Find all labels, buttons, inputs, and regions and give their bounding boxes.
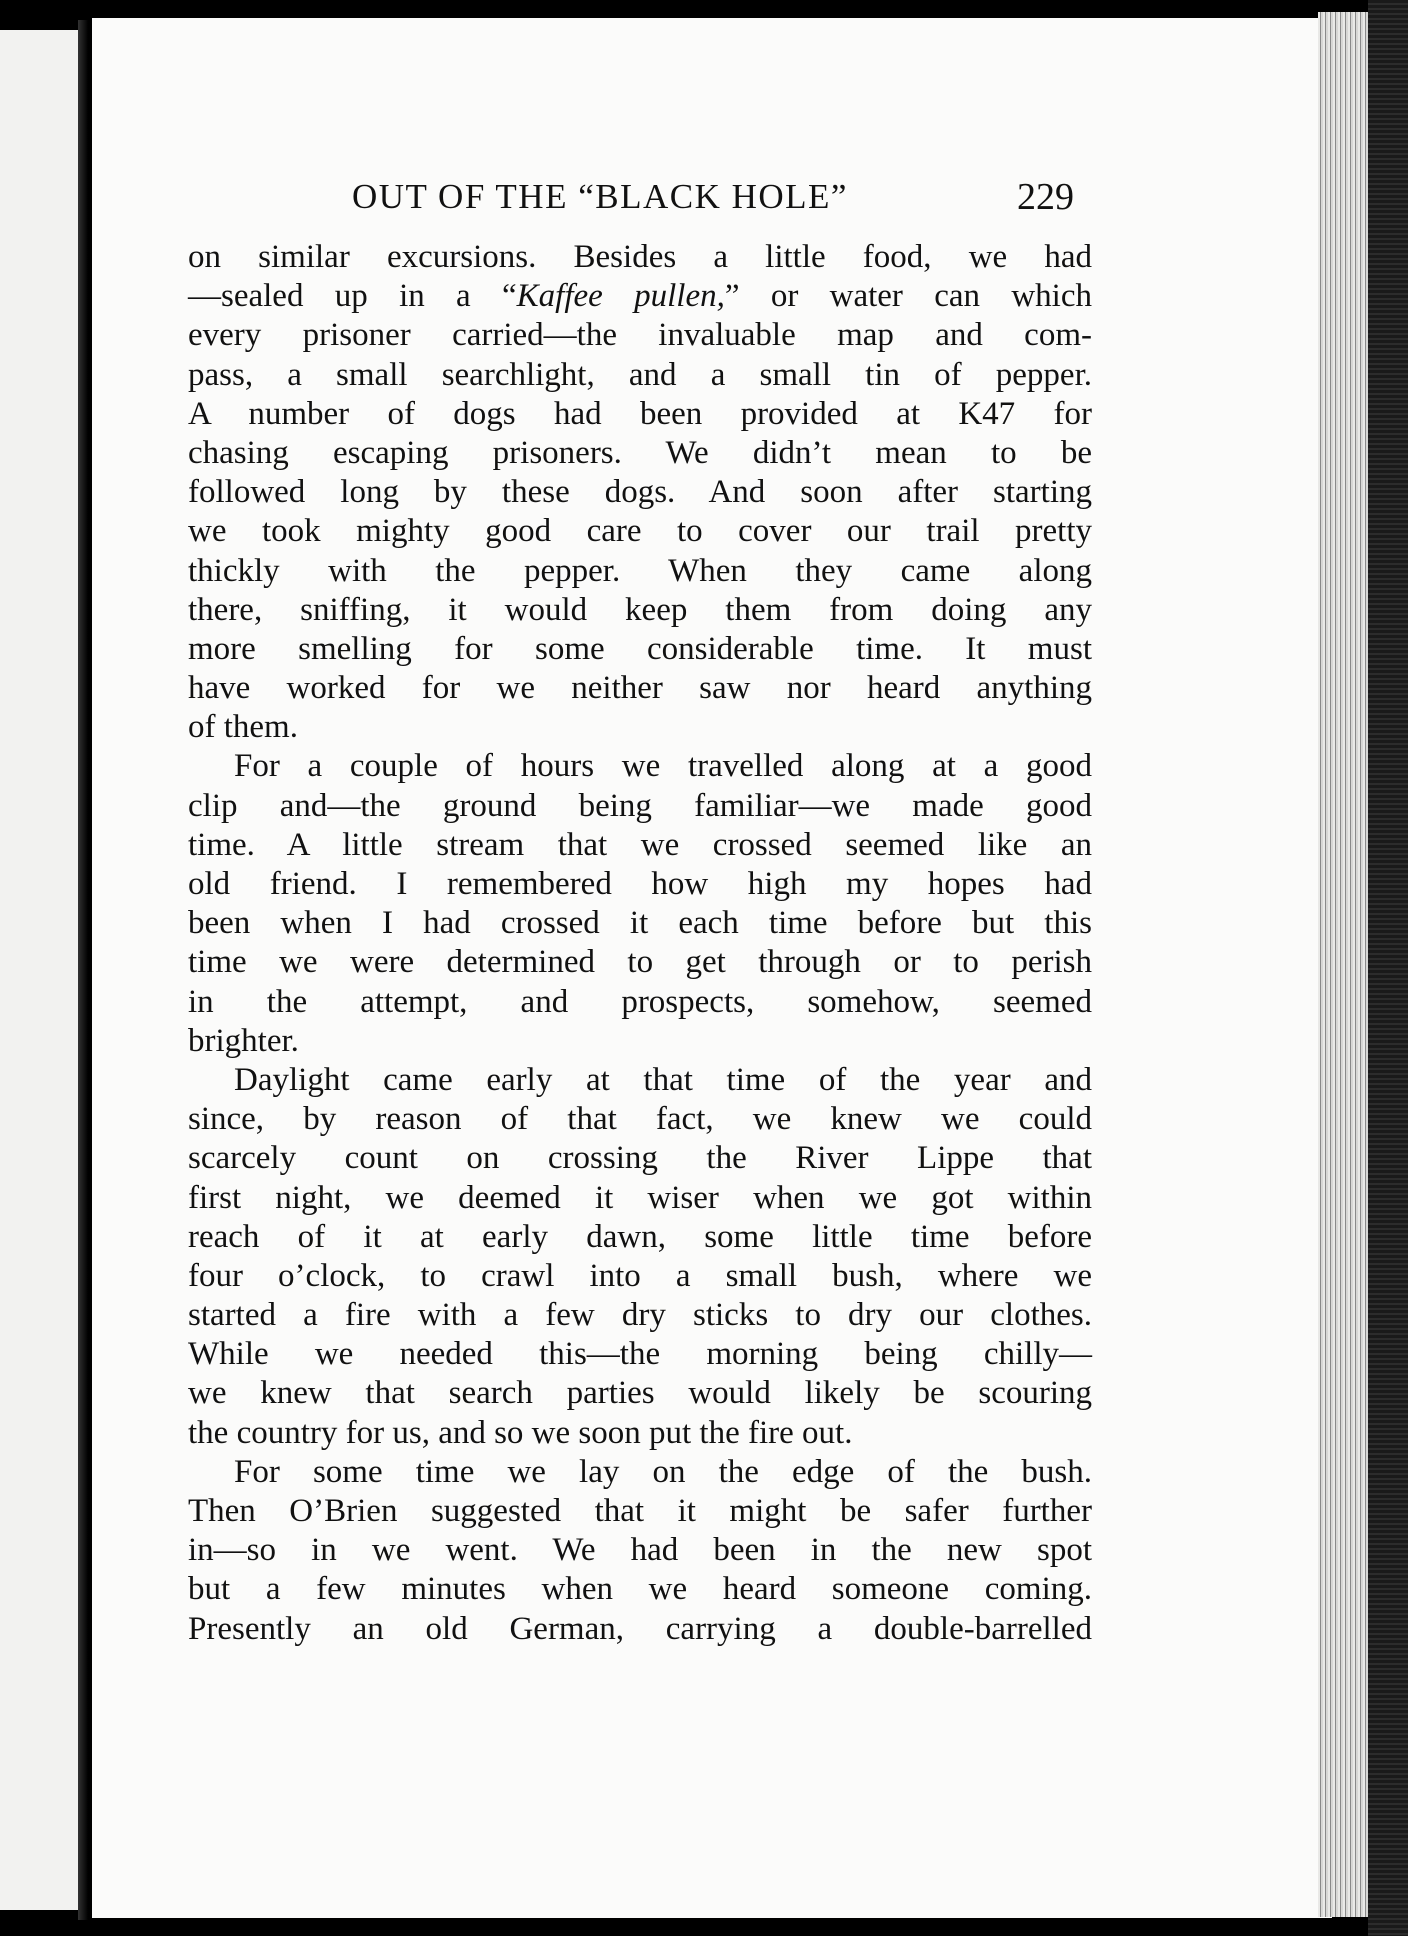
spine-shadow: [78, 20, 88, 1920]
text-line: time we were determined to get through or to perish: [188, 944, 1092, 981]
text-line: started a fire with a few dry sticks to dry our clothes.: [188, 1297, 1092, 1334]
text-line: been when I had crossed it each time before but this: [188, 905, 1092, 942]
text-line: in the attempt, and prospects, somehow, seemed: [188, 983, 1092, 1020]
text-line: Daylight came early at that time of the year and: [234, 1061, 1092, 1098]
text-line: four o’clock, to crawl into a small bush, where we: [188, 1257, 1092, 1294]
paragraph: [188, 747, 1092, 1061]
text-line: brighter.: [188, 1022, 299, 1059]
text-line: we took mighty good care to cover our trail pretty: [188, 513, 1092, 550]
text-line: of them.: [188, 709, 298, 746]
text-line: more smelling for some considerable time. It must: [188, 630, 1092, 667]
text-line: have worked for we neither saw nor heard anything: [188, 670, 1092, 707]
running-header: [262, 165, 1082, 225]
running-title: OUT OF THE “BLACK HOLE”: [352, 177, 848, 216]
text-line: For some time we lay on the edge of the bush.: [234, 1453, 1092, 1490]
text-line: followed long by these dogs. And soon after starting: [188, 474, 1092, 511]
paragraph: [188, 238, 1092, 747]
text-line: [188, 277, 1092, 316]
book-cover-edge: [1368, 0, 1408, 1936]
text-line: there, sniffing, it would keep them from doing any: [188, 591, 1092, 628]
text-line: chasing escaping prisoners. We didn’t mean to be: [188, 434, 1092, 471]
text-line: scarcely count on crossing the River Lippe that: [188, 1140, 1092, 1177]
page-stack-edges: [1318, 12, 1370, 1917]
text-line: clip and—the ground being familiar—we made good: [188, 787, 1092, 824]
text-line: time. A little stream that we crossed seemed like an: [188, 826, 1092, 863]
text-line: but a few minutes when we heard someone coming.: [188, 1571, 1092, 1608]
text-line: first night, we deemed it wiser when we got within: [188, 1179, 1092, 1216]
text-line: reach of it at early dawn, some little time before: [188, 1218, 1092, 1255]
text-line: thickly with the pepper. When they came along: [188, 552, 1092, 589]
text-line: since, by reason of that fact, we knew we could: [188, 1101, 1092, 1138]
paragraph: [188, 1453, 1092, 1649]
paragraph: [188, 1061, 1092, 1453]
text-line: While we needed this—the morning being chilly—: [188, 1336, 1092, 1373]
text-line: pass, a small searchlight, and a small tin of pepper.: [188, 356, 1092, 393]
page-number: 229: [1017, 176, 1074, 218]
body-text: [188, 238, 1092, 1649]
text-line: on similar excursions. Besides a little food, we had: [188, 239, 1092, 275]
text-line: A number of dogs had been provided at K47 for: [188, 395, 1092, 432]
text-line: Presently an old German, carrying a double-barrelled: [188, 1610, 1092, 1647]
text-line: Then O’Brien suggested that it might be safer further: [188, 1493, 1092, 1529]
text-line-content: —sealed up in a “Kaffee pullen,” or water can which: [188, 278, 1092, 315]
text-line: in—so in we went. We had been in the new spot: [188, 1532, 1092, 1569]
left-page-edge: [0, 30, 85, 1910]
text-line: we knew that search parties would likely be scouring: [188, 1375, 1092, 1412]
text-line: every prisoner carried—the invaluable map and com-: [188, 317, 1092, 354]
text-line: old friend. I remembered how high my hopes had: [188, 866, 1092, 902]
text-line: the country for us, and so we soon put the fire out.: [188, 1414, 853, 1451]
text-line: For a couple of hours we travelled along at a good: [234, 748, 1092, 785]
